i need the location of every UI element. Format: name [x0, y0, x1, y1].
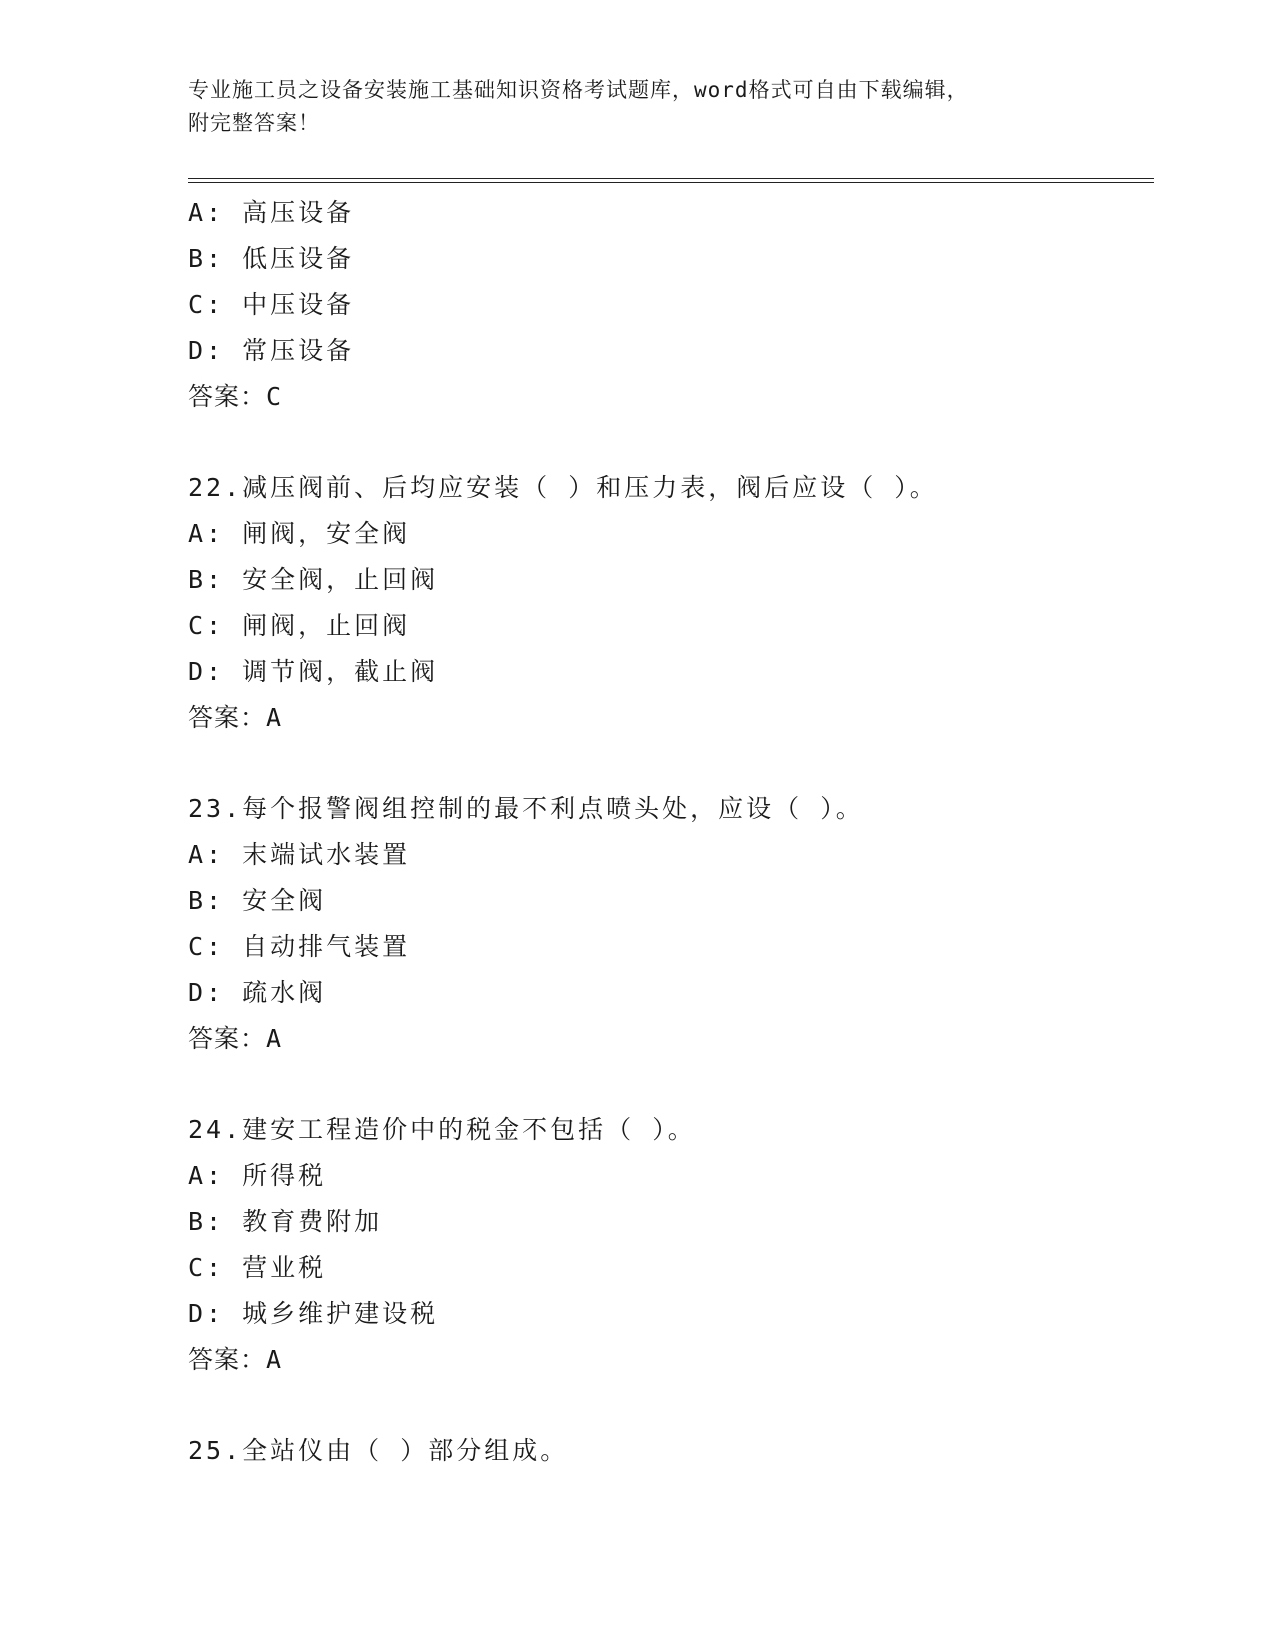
option-d: D: 疏水阀: [188, 978, 327, 1007]
question-text: 22.减压阀前、后均应安装（ ）和压力表，阀后应设（ ）。: [188, 473, 938, 502]
option-a: A: 高压设备: [188, 198, 355, 227]
answer: 答案：A: [188, 703, 283, 732]
question-text: 24.建安工程造价中的税金不包括（ ）。: [188, 1115, 696, 1144]
question-block-25: [188, 1428, 1138, 1474]
option-b: B: 教育费附加: [188, 1207, 383, 1236]
option-b: B: 安全阀: [188, 886, 327, 915]
option-d: D: 常压设备: [188, 336, 355, 365]
option-a: A: 闸阀，安全阀: [188, 519, 411, 548]
question-block-22: [188, 465, 1138, 741]
header-divider: [188, 178, 1154, 183]
option-a: A: 所得税: [188, 1161, 327, 1190]
spacer: [188, 741, 1138, 786]
option-c: C: 营业税: [188, 1253, 327, 1282]
question-block-23: [188, 786, 1138, 1062]
question-block-21: [188, 190, 1138, 420]
spacer: [188, 1383, 1138, 1428]
header-line-2: 附完整答案！: [188, 111, 320, 135]
answer: 答案：A: [188, 1345, 283, 1374]
spacer: [188, 1062, 1138, 1107]
option-c: C: 中压设备: [188, 290, 355, 319]
option-c: C: 自动排气装置: [188, 932, 411, 961]
option-c: C: 闸阀，止回阀: [188, 611, 411, 640]
question-text: 23.每个报警阀组控制的最不利点喷头处，应设（ ）。: [188, 794, 864, 823]
option-d: D: 城乡维护建设税: [188, 1299, 439, 1328]
spacer: [188, 420, 1138, 465]
option-b: B: 低压设备: [188, 244, 355, 273]
option-d: D: 调节阀，截止阀: [188, 657, 439, 686]
question-list: [188, 190, 1138, 1474]
option-a: A: 末端试水装置: [188, 840, 411, 869]
document-header: [188, 74, 1088, 140]
answer: 答案：C: [188, 382, 283, 411]
option-b: B: 安全阀，止回阀: [188, 565, 439, 594]
header-line-1: 专业施工员之设备安装施工基础知识资格考试题库，word格式可自由下载编辑，: [188, 78, 969, 102]
question-block-24: [188, 1107, 1138, 1383]
question-text: 25.全站仪由（ ）部分组成。: [188, 1436, 569, 1465]
answer: 答案：A: [188, 1024, 283, 1053]
